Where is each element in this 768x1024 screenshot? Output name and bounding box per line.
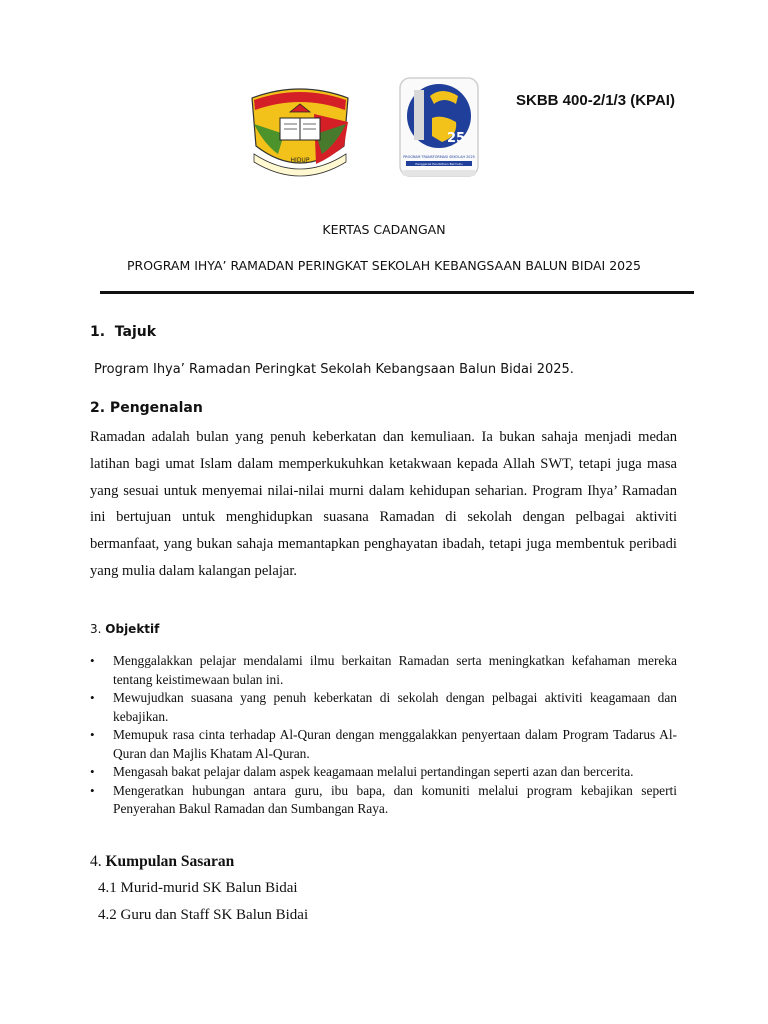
section-3-heading — [90, 622, 159, 636]
tsk-logo-numeral: 25 — [446, 131, 466, 146]
list-item — [90, 652, 677, 689]
list-item — [90, 763, 677, 782]
tsk-logo-caption: PROGRAM TRANSFORMASI SEKOLAH 2025 — [403, 155, 475, 159]
bullet-icon: • — [90, 782, 95, 798]
section-1-body: Program Ihya’ Ramadan Peringkat Sekolah Kebangsaan Balun Bidai 2025. — [94, 362, 574, 377]
school-logo-motto: HIDUP — [290, 157, 310, 164]
bullet-icon: • — [90, 764, 95, 779]
objective-text: Menggalakkan pelajar mendalami ilmu berkaitan Ramadan serta meningkatkan kefahaman mereka tentang keistimewaan bulan ini. — [113, 653, 677, 687]
list-item — [90, 689, 677, 726]
objective-text: Memupuk rasa cinta terhadap Al-Quran dengan menggalakkan penyertaan dalam Program Tadarus Al-Quran dan Majlis Khatam Al-Quran. — [113, 727, 677, 761]
tsk-2025-logo-icon — [398, 76, 480, 178]
section-2-body: Ramadan adalah bulan yang penuh keberkatan dan kemuliaan. Ia bukan sahaja menjadi medan latihan bagi umat Islam dalam memperkukuhkan ketakwaan kepada Allah SWT, tetapi juga masa yang sesuai untuk menyemai nilai-nilai murni dalam kehidupan seharian. Program Ihya’ Ramadan ini bertujuan untuk menghidupkan suasana Ramadan di sekolah dengan pelbagai aktiviti bermanfaat, yang bukan sahaja memantapkan penghayatan ibadah, tetapi juga membentuk peribadi yang mulia dalam kalangan pelajar. — [90, 429, 677, 579]
target-group-item: 4.2 Guru dan Staff SK Balun Bidai — [98, 907, 309, 923]
tsk-logo-subcaption: Penggerak Pendidikan Bermutu — [415, 161, 463, 166]
section-2-heading: 2. Pengenalan — [90, 400, 203, 416]
reference-code: SKBB 400-2/1/3 (KPAI) — [516, 92, 675, 109]
target-group-item: 4.1 Murid-murid SK Balun Bidai — [98, 880, 298, 896]
document-subtitle: PROGRAM IHYA’ RAMADAN PERINGKAT SEKOLAH KEBANGSAAN BALUN BIDAI 2025 — [126, 258, 642, 273]
bullet-icon: • — [90, 690, 95, 705]
objective-text: Mengeratkan hubungan antara guru, ibu bapa, dan komuniti melalui program kebajikan seperti Penyerahan Bakul Ramadan dan Sumbangan Raya. — [113, 782, 677, 816]
title-divider — [100, 291, 694, 294]
section-4-title: Kumpulan Sasaran — [105, 853, 235, 870]
list-item — [90, 782, 677, 819]
bullet-icon: • — [90, 653, 95, 668]
section-4-heading — [90, 853, 234, 871]
section-3-number: 3. — [90, 622, 102, 636]
section-3-title: Objektif — [105, 622, 160, 636]
section-1-heading: 1. Tajuk — [90, 324, 157, 340]
section-4-number: 4. — [90, 853, 102, 870]
document-title: KERTAS CADANGAN — [322, 222, 446, 237]
objective-text: Mengasah bakat pelajar dalam aspek keagamaan melalui pertandingan seperti azan dan bercerita. — [113, 764, 634, 779]
objective-text: Mewujudkan suasana yang penuh keberkatan di sekolah dengan pelbagai aktiviti keagamaan dan kebajikan. — [113, 690, 677, 724]
objectives-list — [90, 652, 677, 819]
list-item — [90, 726, 677, 763]
bullet-icon: • — [90, 727, 95, 742]
school-crest-logo-icon — [244, 84, 356, 184]
